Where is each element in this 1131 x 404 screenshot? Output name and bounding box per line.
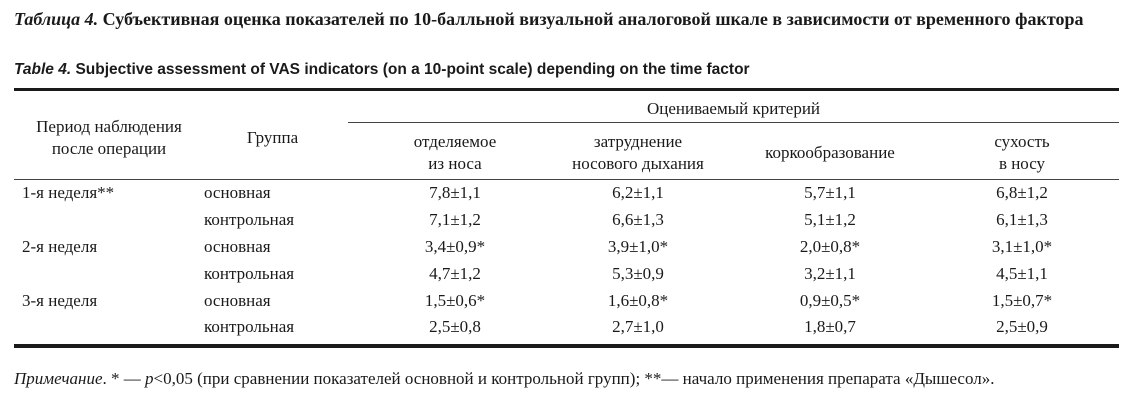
note-p: p [145,369,154,388]
col-breathing-line2: носового дыхания [572,154,704,173]
value-cell: 4,5±1,1 [996,264,1048,283]
period-cell: 3-я неделя [22,291,98,310]
value-cell: 2,0±0,8* [799,237,861,256]
value-cell: 1,6±0,8* [607,291,669,310]
note-label: Примечание [14,369,103,388]
note-part2: <0,05 (при сравнении показателей основной и контрольной групп); **— начало применения препарата «Дышесол». [153,369,995,388]
header-period-line1: Период наблюдения [36,117,182,136]
note-part1: . * — [102,369,146,388]
col-dryness-line1: сухость [994,132,1050,151]
caption-en [14,60,750,80]
value-cell: 2,5±0,9 [996,317,1048,336]
value-cell: 3,9±1,0* [607,237,669,256]
value-cell: 5,3±0,9 [612,264,664,283]
value-cell: 4,7±1,2 [429,264,481,283]
value-cell: 5,7±1,1 [804,183,856,202]
period-cell: 1-я неделя** [22,183,115,202]
value-cell: 7,8±1,1 [429,183,481,202]
value-cell: 6,6±1,3 [612,210,664,229]
caption-en-text: Subjective assessment of VAS indicators (on a 10-point scale) depending on the time factor [75,61,750,78]
value-cell: 6,2±1,1 [612,183,664,202]
col-breathing-line1: затруднение [593,132,683,151]
group-cell: контрольная [204,264,295,283]
caption-ru-label: Таблица 4. [14,9,99,29]
header-group: Группа [246,128,299,147]
value-cell: 3,2±1,1 [804,264,856,283]
criteria-underline [348,122,1119,123]
col-discharge-line1: отделяемое [413,132,497,151]
col-crusting: коркообразование [765,143,895,162]
table-bottom-rule [14,344,1119,348]
value-cell: 1,5±0,6* [424,291,486,310]
caption-en-label: Table 4. [14,61,72,78]
group-cell: контрольная [204,317,295,336]
table-top-rule [14,88,1119,91]
value-cell: 7,1±1,2 [429,210,481,229]
value-cell: 2,5±0,8 [429,317,481,336]
value-cell: 1,5±0,7* [991,291,1053,310]
value-cell: 0,9±0,5* [799,291,861,310]
caption-ru [14,8,1124,31]
group-cell: контрольная [204,210,295,229]
value-cell: 3,4±0,9* [424,237,486,256]
group-cell: основная [204,183,271,202]
value-cell: 1,8±0,7 [804,317,856,336]
value-cell: 6,8±1,2 [996,183,1048,202]
header-period-line2: после операции [51,139,167,158]
caption-ru-text: Субъективная оценка показателей по 10-балльной визуальной аналоговой шкале в зависимости от временного фактора [102,9,1084,29]
value-cell: 3,1±1,0* [991,237,1053,256]
value-cell: 5,1±1,2 [804,210,856,229]
group-cell: основная [204,291,271,310]
header-bottom-rule [14,179,1119,180]
group-cell: основная [204,237,271,256]
col-dryness-line2: в носу [998,154,1046,173]
header-criteria: Оцениваемый критерий [646,99,821,118]
table-note [14,368,994,390]
period-cell: 2-я неделя [22,237,98,256]
value-cell: 6,1±1,3 [996,210,1048,229]
value-cell: 2,7±1,0 [612,317,664,336]
col-discharge-line2: из носа [428,154,482,173]
